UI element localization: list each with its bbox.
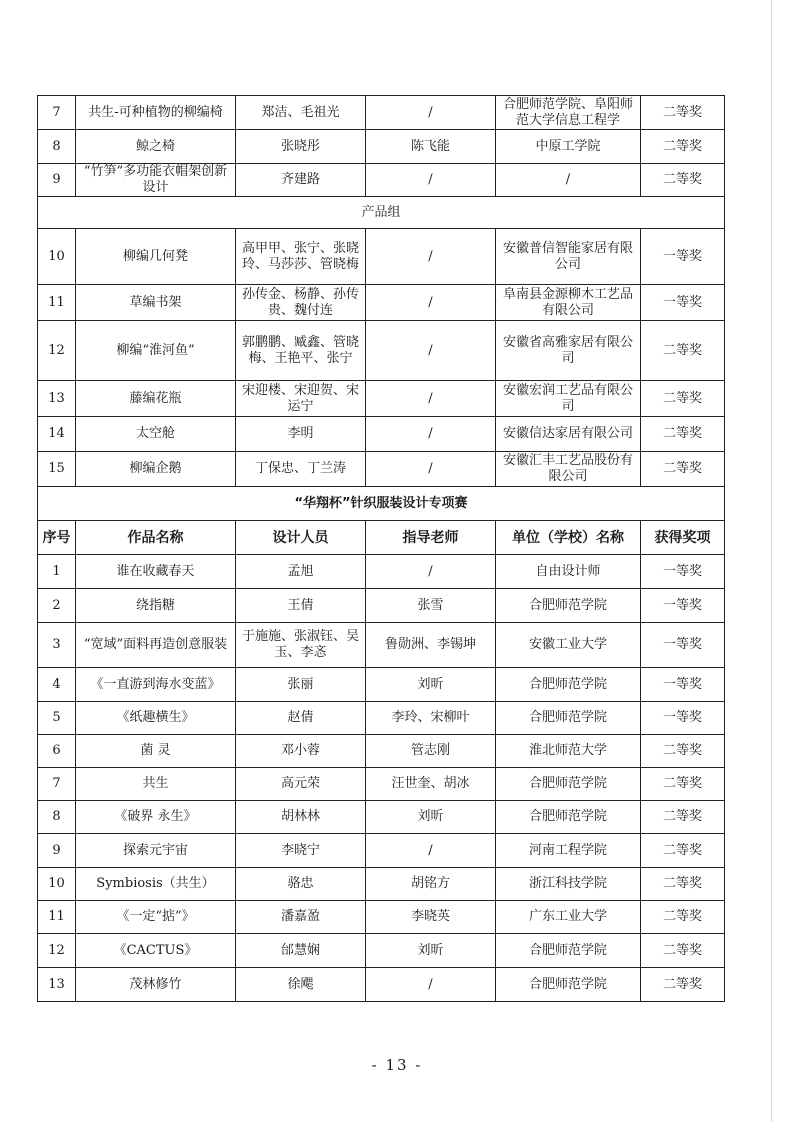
header-row <box>38 521 725 555</box>
mentor: / <box>366 164 496 197</box>
table-row <box>38 834 725 868</box>
table-row <box>38 968 725 1002</box>
mentor: / <box>366 381 496 417</box>
table-row <box>38 589 725 623</box>
unit-name: 淮北师范大学 <box>496 735 641 768</box>
row-number: 15 <box>38 452 76 487</box>
designers: 邓小蓉 <box>236 735 366 768</box>
unit-name: 合肥师范学院 <box>496 968 641 1002</box>
designers: 齐建路 <box>236 164 366 197</box>
table-row <box>38 321 725 381</box>
row-number: 10 <box>38 229 76 285</box>
row-number: 11 <box>38 285 76 321</box>
award: 一等奖 <box>641 623 725 668</box>
mentor: 张雪 <box>366 589 496 623</box>
award: 二等奖 <box>641 834 725 868</box>
work-title: 探索元宇宙 <box>76 834 236 868</box>
row-number: 3 <box>38 623 76 668</box>
table-row <box>38 417 725 452</box>
designers: 宋迎楼、宋迎贺、宋运宁 <box>236 381 366 417</box>
mentor: / <box>366 285 496 321</box>
mentor: 刘昕 <box>366 934 496 968</box>
designers: 王倩 <box>236 589 366 623</box>
header-mentor: 指导老师 <box>366 521 496 555</box>
table-row <box>38 623 725 668</box>
designers: 赵倩 <box>236 702 366 735</box>
award: 一等奖 <box>641 285 725 321</box>
designers: 骆忠 <box>236 868 366 901</box>
award: 二等奖 <box>641 96 725 130</box>
award: 一等奖 <box>641 668 725 702</box>
award: 二等奖 <box>641 968 725 1002</box>
work-title: 柳编几何凳 <box>76 229 236 285</box>
unit-name: 合肥师范学院 <box>496 589 641 623</box>
table-row <box>38 452 725 487</box>
award: 二等奖 <box>641 417 725 452</box>
row-number: 5 <box>38 702 76 735</box>
row-number: 11 <box>38 901 76 934</box>
unit-name: 中原工学院 <box>496 130 641 164</box>
mentor: / <box>366 96 496 130</box>
table-row <box>38 96 725 130</box>
designers: 郭鹏鹏、臧鑫、管晓梅、王艳平、张宁 <box>236 321 366 381</box>
table-row <box>38 130 725 164</box>
row-number: 9 <box>38 164 76 197</box>
award: 二等奖 <box>641 868 725 901</box>
mentor: / <box>366 417 496 452</box>
unit-name: 安徽省高雅家居有限公司 <box>496 321 641 381</box>
awards-table <box>37 95 725 1002</box>
work-title: 菌 灵 <box>76 735 236 768</box>
table-row <box>38 901 725 934</box>
header-unit: 单位（学校）名称 <box>496 521 641 555</box>
work-title: 《一直游到海水变蓝》 <box>76 668 236 702</box>
designers: 孙传金、杨静、孙传贵、魏付连 <box>236 285 366 321</box>
work-title: 草编书架 <box>76 285 236 321</box>
table-row <box>38 285 725 321</box>
table-row <box>38 868 725 901</box>
designers: 高甲甲、张宁、张晓玲、马莎莎、管晓梅 <box>236 229 366 285</box>
award: 一等奖 <box>641 555 725 589</box>
work-title: 鲸之椅 <box>76 130 236 164</box>
mentor: 刘昕 <box>366 801 496 834</box>
unit-name: 合肥师范学院 <box>496 768 641 801</box>
row-number: 1 <box>38 555 76 589</box>
work-title: 藤编花瓶 <box>76 381 236 417</box>
table-row <box>38 555 725 589</box>
award: 二等奖 <box>641 901 725 934</box>
mentor: / <box>366 321 496 381</box>
mentor: 汪世奎、胡冰 <box>366 768 496 801</box>
work-title: 太空舱 <box>76 417 236 452</box>
unit-name: 阜南县金源柳木工艺品有限公司 <box>496 285 641 321</box>
row-number: 10 <box>38 868 76 901</box>
award: 二等奖 <box>641 164 725 197</box>
row-number: 12 <box>38 321 76 381</box>
table-row <box>38 702 725 735</box>
designers: 李晓宁 <box>236 834 366 868</box>
unit-name: 浙江科技学院 <box>496 868 641 901</box>
work-title: 柳编“淮河鱼” <box>76 321 236 381</box>
row-number: 8 <box>38 130 76 164</box>
work-title: 柳编企鹅 <box>76 452 236 487</box>
mentor: / <box>366 452 496 487</box>
header-designers: 设计人员 <box>236 521 366 555</box>
mentor: 管志刚 <box>366 735 496 768</box>
table-row <box>38 381 725 417</box>
designers: 张丽 <box>236 668 366 702</box>
work-title: 《CACTUS》 <box>76 934 236 968</box>
work-title: 共生 <box>76 768 236 801</box>
row-number: 6 <box>38 735 76 768</box>
award: 二等奖 <box>641 735 725 768</box>
work-title: 茂林修竹 <box>76 968 236 1002</box>
table-row <box>38 934 725 968</box>
award: 二等奖 <box>641 768 725 801</box>
designers: 于施施、张淑钰、吴玉、李忞 <box>236 623 366 668</box>
scan-edge-line <box>771 0 772 1122</box>
designers: 丁保忠、丁兰涛 <box>236 452 366 487</box>
mentor: 李晓英 <box>366 901 496 934</box>
award: 二等奖 <box>641 381 725 417</box>
product-group-label: 产品组 <box>38 197 725 229</box>
table-row <box>38 768 725 801</box>
header-work: 作品名称 <box>76 521 236 555</box>
designers: 潘嘉盈 <box>236 901 366 934</box>
work-title: “竹笋”多功能衣帽架创新设计 <box>76 164 236 197</box>
unit-name: 合肥师范学院 <box>496 702 641 735</box>
unit-name: 合肥师范学院 <box>496 934 641 968</box>
award: 二等奖 <box>641 130 725 164</box>
work-title: 《破界 永生》 <box>76 801 236 834</box>
mentor: 李玲、宋柳叶 <box>366 702 496 735</box>
unit-name: 安徽汇丰工艺品股份有限公司 <box>496 452 641 487</box>
work-title: Symbiosis（共生） <box>76 868 236 901</box>
table-row <box>38 801 725 834</box>
mentor: 鲁勋洲、李锡坤 <box>366 623 496 668</box>
mentor: / <box>366 834 496 868</box>
designers: 胡林林 <box>236 801 366 834</box>
mentor: 陈飞能 <box>366 130 496 164</box>
work-title: “宽域”面料再造创意服装 <box>76 623 236 668</box>
row-number: 13 <box>38 968 76 1002</box>
header-award: 获得奖项 <box>641 521 725 555</box>
unit-name: 广东工业大学 <box>496 901 641 934</box>
row-number: 13 <box>38 381 76 417</box>
award: 一等奖 <box>641 229 725 285</box>
designers: 高元荣 <box>236 768 366 801</box>
row-number: 8 <box>38 801 76 834</box>
row-number: 4 <box>38 668 76 702</box>
work-title: 共生-可种植物的柳编椅 <box>76 96 236 130</box>
unit-name: 合肥师范学院、阜阳师范大学信息工程学 <box>496 96 641 130</box>
unit-name: 安徽宏润工艺品有限公司 <box>496 381 641 417</box>
award: 二等奖 <box>641 934 725 968</box>
unit-name: / <box>496 164 641 197</box>
mentor: / <box>366 555 496 589</box>
designers: 邰慧娴 <box>236 934 366 968</box>
unit-name: 河南工程学院 <box>496 834 641 868</box>
table-row <box>38 668 725 702</box>
work-title: 《纸趣横生》 <box>76 702 236 735</box>
award: 二等奖 <box>641 801 725 834</box>
work-title: 《一定“掂”》 <box>76 901 236 934</box>
mentor: / <box>366 229 496 285</box>
header-num: 序号 <box>38 521 76 555</box>
section-row <box>38 487 725 521</box>
mentor: / <box>366 968 496 1002</box>
work-title: 绕指糖 <box>76 589 236 623</box>
row-number: 2 <box>38 589 76 623</box>
row-number: 9 <box>38 834 76 868</box>
designers: 张晓彤 <box>236 130 366 164</box>
designers: 郑洁、毛祖光 <box>236 96 366 130</box>
row-number: 12 <box>38 934 76 968</box>
unit-name: 自由设计师 <box>496 555 641 589</box>
work-title: 谁在收藏春天 <box>76 555 236 589</box>
table-row <box>38 735 725 768</box>
designers: 李明 <box>236 417 366 452</box>
unit-name: 安徽工业大学 <box>496 623 641 668</box>
award: 二等奖 <box>641 321 725 381</box>
award: 二等奖 <box>641 452 725 487</box>
row-number: 14 <box>38 417 76 452</box>
award: 一等奖 <box>641 702 725 735</box>
row-number: 7 <box>38 96 76 130</box>
mentor: 胡铭方 <box>366 868 496 901</box>
unit-name: 安徽信达家居有限公司 <box>496 417 641 452</box>
competition-title: “华翔杯”针织服装设计专项赛 <box>38 487 725 521</box>
unit-name: 安徽普信智能家居有限公司 <box>496 229 641 285</box>
award: 一等奖 <box>641 589 725 623</box>
designers: 孟旭 <box>236 555 366 589</box>
page-number: - 13 - <box>371 1056 423 1074</box>
table-row <box>38 164 725 197</box>
table-row <box>38 229 725 285</box>
section-row <box>38 197 725 229</box>
unit-name: 合肥师范学院 <box>496 801 641 834</box>
row-number: 7 <box>38 768 76 801</box>
mentor: 刘昕 <box>366 668 496 702</box>
unit-name: 合肥师范学院 <box>496 668 641 702</box>
designers: 徐飔 <box>236 968 366 1002</box>
